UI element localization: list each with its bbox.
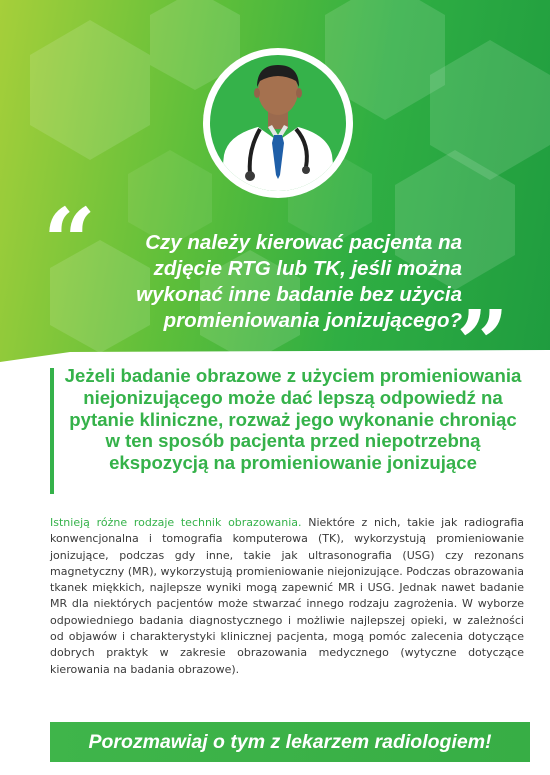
- doctor-avatar-icon: [210, 55, 346, 191]
- quote-open-icon: “: [43, 188, 96, 296]
- quote-close-icon: ”: [456, 290, 509, 398]
- question-heading: Czy należy kierować pacjenta na zdjęcie RTG lub TK, jeśli można wykonać inne badanie bez użycia promieniowania jonizującego?: [136, 231, 462, 332]
- body-lead: Istnieją różne rodzaje technik obrazowania.: [50, 516, 302, 529]
- answer-heading: Jeżeli badanie obrazowe z użyciem promieniowania niejonizującego może dać lepszą odpowiedź na pytanie kliniczne, rozważ jego wykonanie chroniąc w ten sposób pacjenta przed niepotrzebną ekspozycją na promieniowanie jonizujące: [64, 365, 522, 474]
- cta-text: Porozmawiaj o tym z lekarzem radiologiem!: [88, 731, 492, 753]
- body-rest: Niektóre z nich, takie jak radiografia konwencjonalna i tomografia komputerowa (TK), wykorzystują promieniowanie jonizujące, podczas gdy inne, takie jak ultrasonografia (USG) czy rezonans magnetyczny (MR), wykorzystują promieniowanie niejonizujące. Podczas obrazowania tkanek miękkich, najlepsze wyniki mogą zapewnić MR i USG. Jednak nawet badanie MR dla niektórych pacjentów może stwarzać innego rodzaju zagrożenia. W wyborze odpowiedniego badania diagnostycznego i możliwie najlepszej opieki, w zależności od objawów i charakterystyki klinicznej pacjenta, mogą pomóc zalecenia dotyczące dobrych praktyk w zakresie obrazowania medycznego (wytyczne dotyczące kierowania na badania obrazowe).: [50, 516, 524, 676]
- avatar: [210, 55, 346, 191]
- cta-banner: [50, 722, 530, 762]
- body-paragraph: [50, 515, 524, 678]
- answer-accent-bar: [50, 368, 54, 494]
